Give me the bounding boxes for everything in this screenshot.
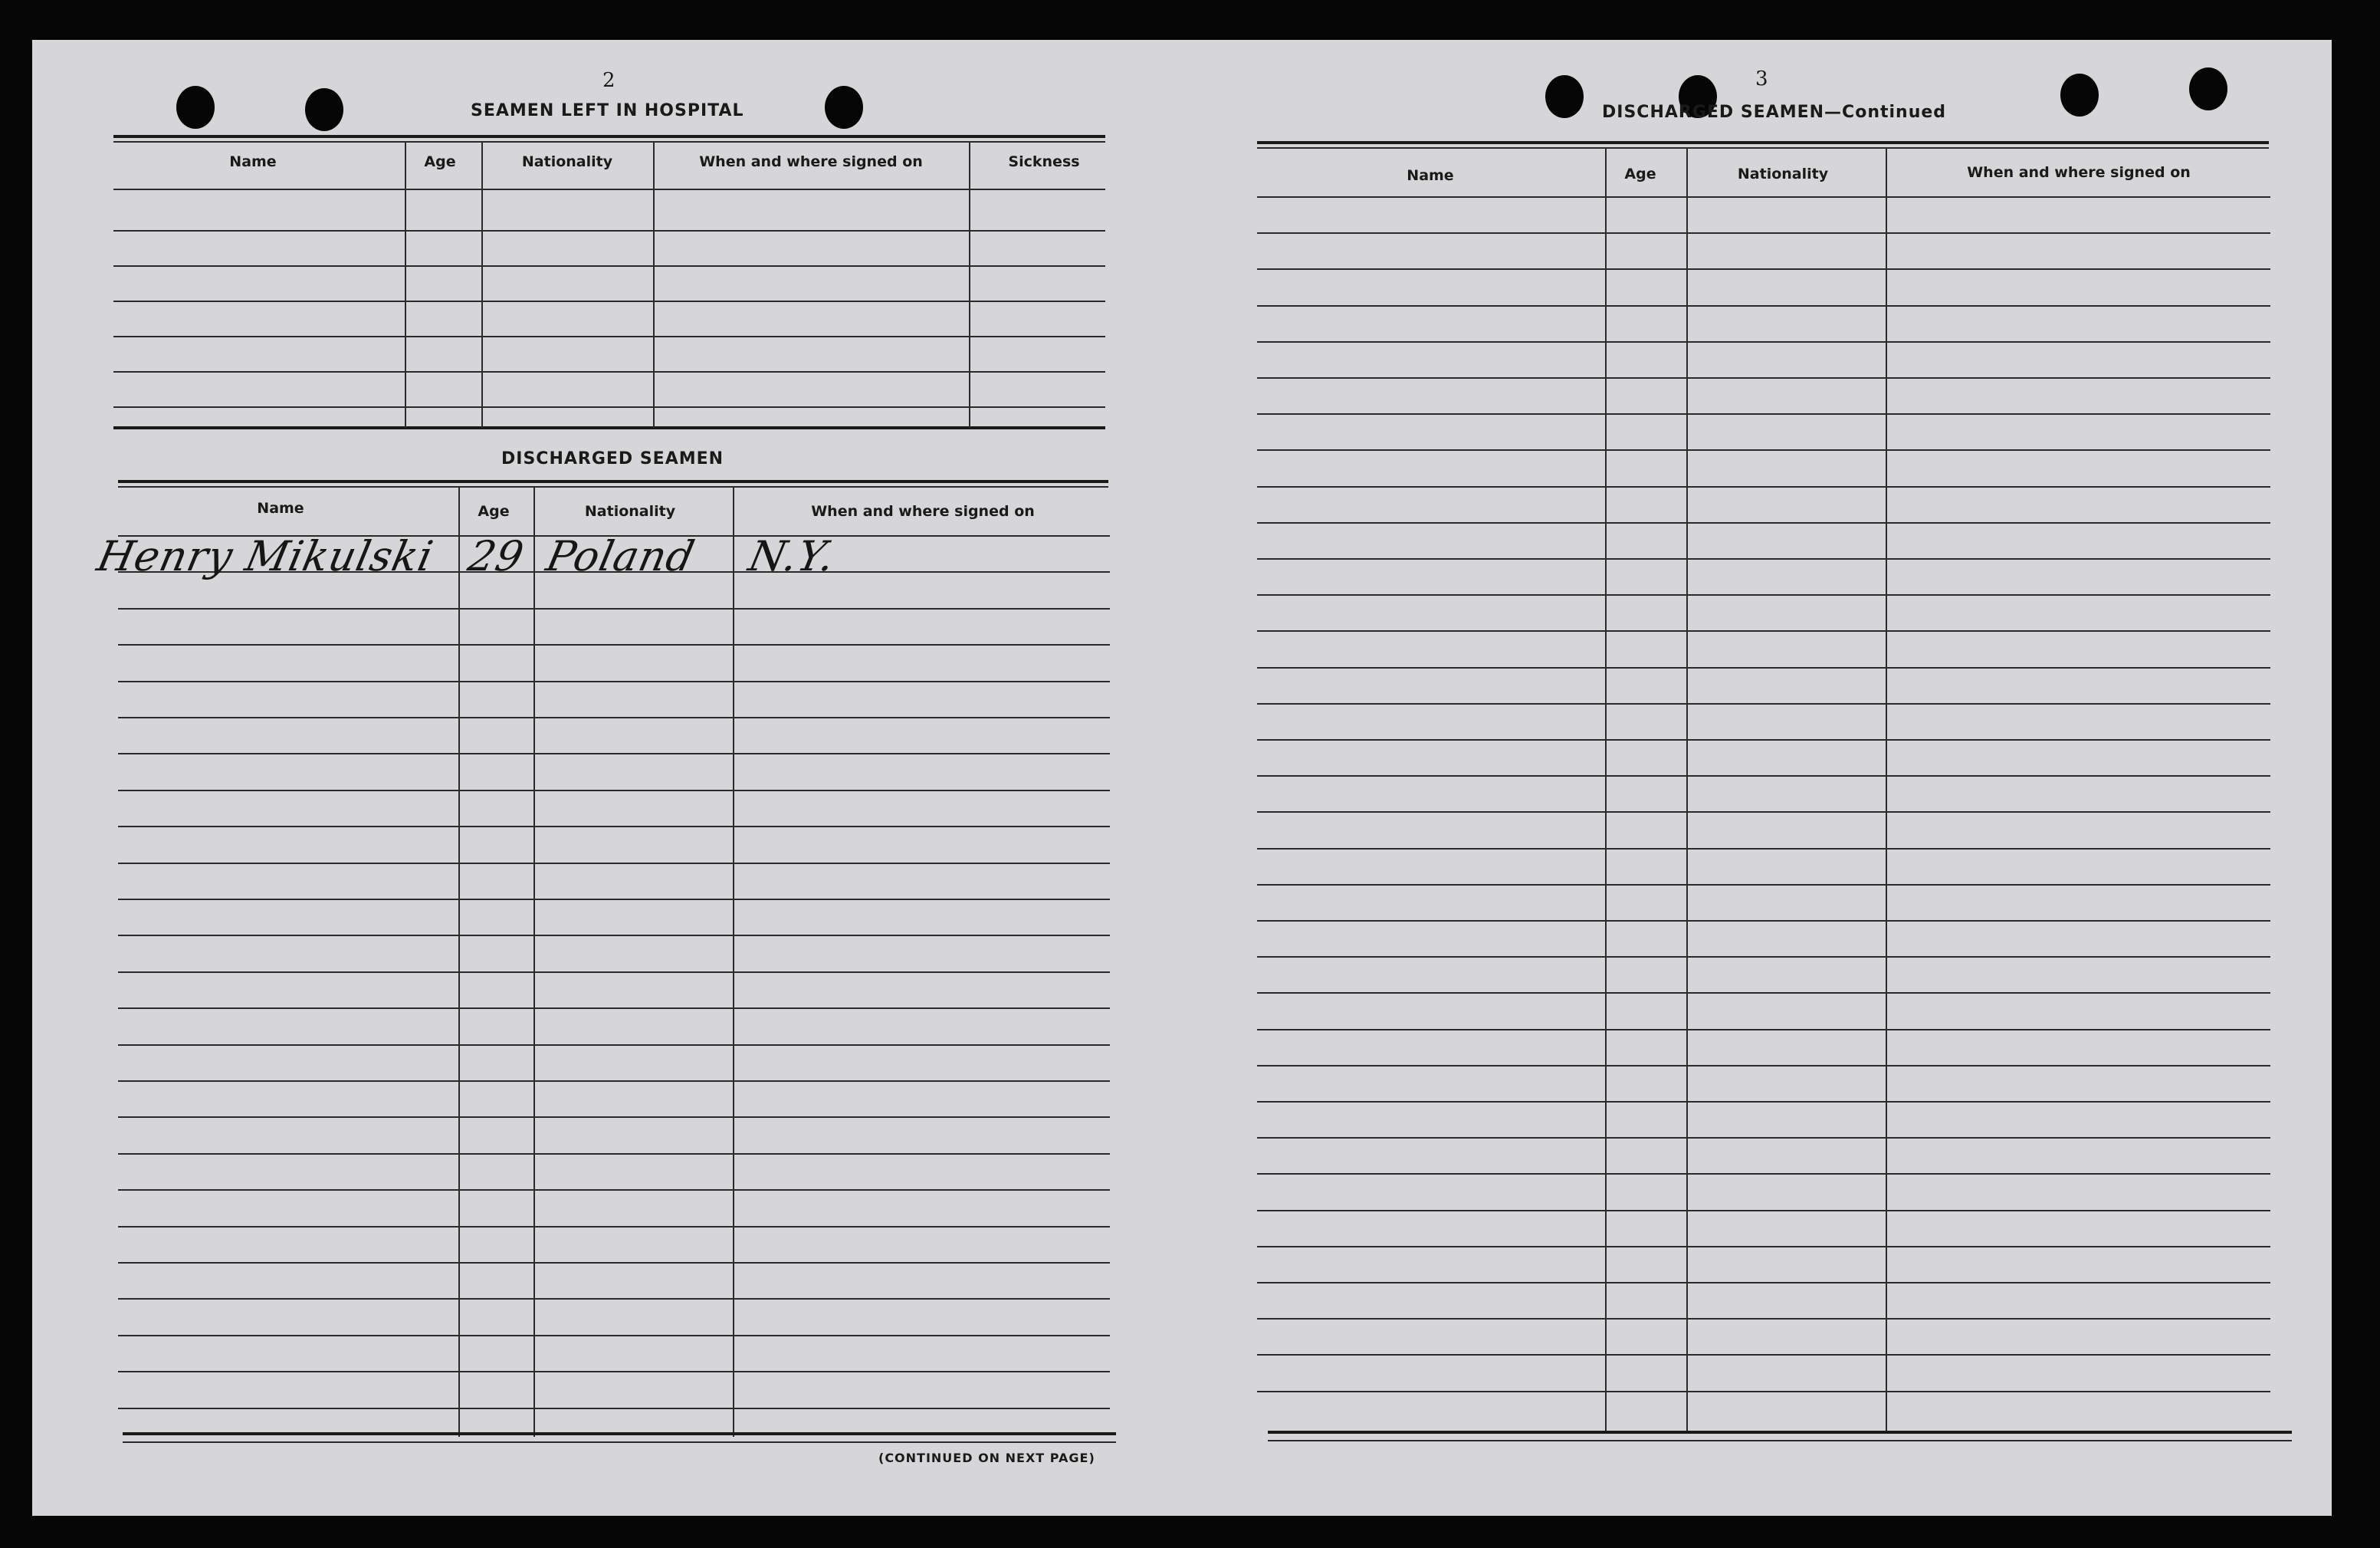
ruled-line <box>1257 1065 2270 1067</box>
punch-hole <box>2060 74 2099 117</box>
ruled-line <box>1257 992 2270 994</box>
ruled-line <box>118 935 1110 936</box>
punch-hole <box>176 86 215 129</box>
hospital-col-nationality: Nationality <box>521 153 613 170</box>
ruled-line <box>118 717 1110 718</box>
ruled-line <box>118 644 1110 646</box>
ruled-line <box>1257 775 2270 777</box>
ruled-line <box>118 1007 1110 1009</box>
punch-hole <box>1545 75 1584 118</box>
ruled-line <box>1257 196 2270 198</box>
ruled-line <box>1257 1354 2270 1356</box>
ruled-line <box>1257 232 2270 234</box>
right-col-nationality: Nationality <box>1737 166 1829 182</box>
ruled-line <box>1257 630 2270 632</box>
punch-hole <box>825 86 863 129</box>
continued-note: (CONTINUED ON NEXT PAGE) <box>878 1451 1095 1465</box>
ruled-line <box>118 1080 1110 1082</box>
ruled-line <box>1257 884 2270 886</box>
hospital-col-signed-on: When and where signed on <box>699 153 923 170</box>
ruled-line <box>1257 449 2270 451</box>
ruled-line <box>118 790 1110 791</box>
ruled-line <box>118 1189 1110 1191</box>
ruled-line <box>118 1116 1110 1118</box>
ruled-line <box>118 1262 1110 1264</box>
punch-hole <box>305 88 343 131</box>
ruled-line <box>1257 1318 2270 1320</box>
left-page-number: 2 <box>602 69 616 92</box>
hospital-col-age: Age <box>424 153 456 170</box>
entry-nationality: Poland <box>542 532 700 580</box>
ruled-line <box>1257 1282 2270 1283</box>
ruled-line <box>1257 558 2270 560</box>
ruled-line <box>1257 1173 2270 1175</box>
hospital-col-name: Name <box>229 153 277 170</box>
ruled-line <box>1257 341 2270 343</box>
right-section-title: DISCHARGED SEAMEN—Continued <box>1602 103 1947 122</box>
ruled-line <box>118 608 1110 610</box>
discharged-col-signed-on: When and where signed on <box>811 503 1035 520</box>
hospital-section-title: SEAMEN LEFT IN HOSPITAL <box>471 101 744 120</box>
ruled-line <box>1257 413 2270 415</box>
ruled-line <box>1257 811 2270 813</box>
ruled-line <box>1257 1391 2270 1392</box>
ruled-line <box>1257 667 2270 669</box>
discharged-section-title: DISCHARGED SEAMEN <box>501 449 724 468</box>
ruled-line <box>1257 739 2270 741</box>
entry-age: 29 <box>464 532 529 580</box>
ruled-line <box>1257 703 2270 705</box>
ruled-line <box>1257 377 2270 379</box>
hospital-col-sickness: Sickness <box>1008 153 1080 170</box>
ruled-line <box>1257 848 2270 850</box>
ruled-line <box>118 753 1110 754</box>
ruled-line <box>1257 920 2270 922</box>
ruled-line <box>118 1298 1110 1300</box>
ruled-line <box>1257 1101 2270 1103</box>
ruled-line <box>118 863 1110 864</box>
ruled-line <box>1257 1029 2270 1030</box>
ruled-line <box>1257 1137 2270 1139</box>
ruled-line <box>118 681 1110 682</box>
ruled-line <box>1257 1246 2270 1247</box>
ruled-line <box>1257 956 2270 958</box>
ruled-line <box>118 971 1110 973</box>
ruled-line <box>118 899 1110 900</box>
ruled-line <box>118 1371 1110 1372</box>
ruled-line <box>118 1335 1110 1336</box>
ruled-line <box>118 1408 1110 1409</box>
ruled-line <box>1257 594 2270 596</box>
right-col-name: Name <box>1407 167 1454 184</box>
discharged-col-age: Age <box>478 503 510 520</box>
ruled-line <box>118 826 1110 827</box>
ruled-line <box>118 1044 1110 1046</box>
entry-name: Henry Mikulski <box>93 532 438 580</box>
ruled-line <box>118 1226 1110 1228</box>
ruled-line <box>1257 268 2270 270</box>
ruled-line <box>1257 522 2270 524</box>
form-sheet <box>32 40 2332 1516</box>
punch-hole <box>2189 67 2227 110</box>
entry-signed-on: N.Y. <box>744 532 840 580</box>
ruled-line <box>1257 305 2270 307</box>
discharged-col-name: Name <box>257 500 304 517</box>
discharged-col-nationality: Nationality <box>584 503 676 520</box>
ruled-line <box>1257 486 2270 488</box>
ruled-line <box>1257 1210 2270 1211</box>
right-page-number: 3 <box>1755 67 1768 90</box>
right-col-signed-on: When and where signed on <box>1967 164 2191 181</box>
ruled-line <box>118 1153 1110 1155</box>
right-col-age: Age <box>1624 166 1656 182</box>
